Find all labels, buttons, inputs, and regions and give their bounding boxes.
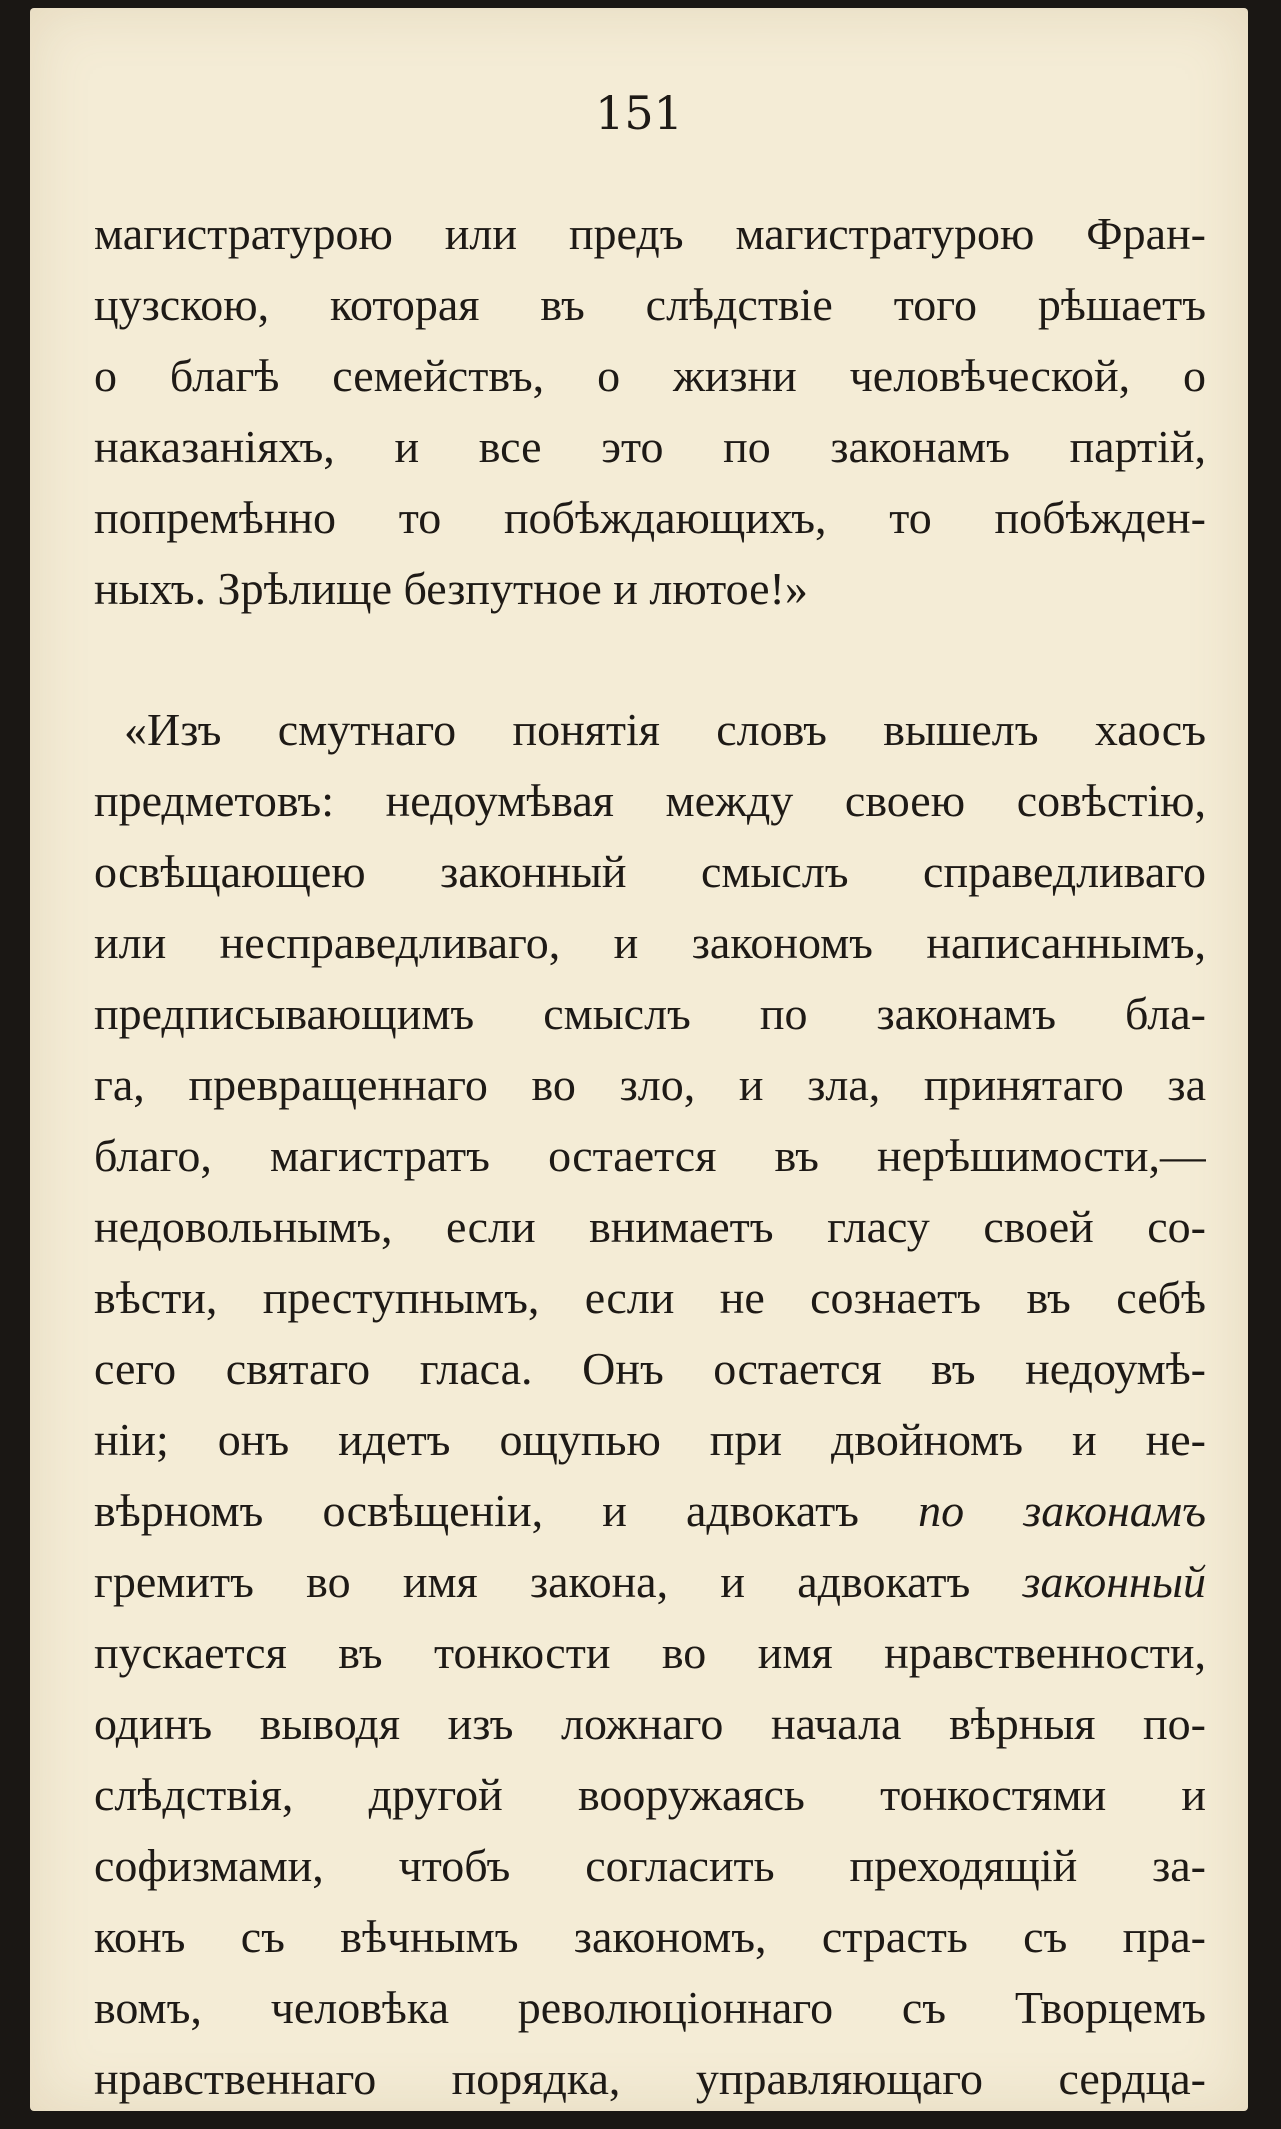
text-line: магистратурою или предъ магистратурою Фран- bbox=[94, 208, 1206, 259]
text-line: сего святаго гласа. Онъ остается въ недоумѣ- bbox=[94, 1343, 1206, 1394]
text-line: или несправедливаго, и закономъ написаннымъ, bbox=[94, 917, 1206, 968]
page-number: 151 bbox=[595, 86, 683, 140]
page-text bbox=[94, 198, 1206, 2114]
text-line: предметовъ: недоумѣвая между своею совѣстію, bbox=[94, 775, 1206, 826]
text-line bbox=[94, 1546, 1206, 1617]
book-page bbox=[30, 8, 1248, 2111]
paragraph-gap bbox=[94, 624, 1206, 694]
text-line: нравственнаго порядка, управляющаго сердца- bbox=[94, 2053, 1206, 2104]
italic-run: законный bbox=[1022, 1556, 1206, 1607]
text-line: вомъ, человѣка революціоннаго съ Творцемъ bbox=[94, 1982, 1206, 2033]
text-line: недовольнымъ, если внимаетъ гласу своей со- bbox=[94, 1201, 1206, 1252]
text-line: слѣдствія, другой вооружаясь тонкостями и bbox=[94, 1769, 1206, 1820]
italic-run: по законамъ bbox=[918, 1485, 1206, 1536]
text-line: предписывающимъ смыслъ по законамъ бла- bbox=[94, 988, 1206, 1039]
text-run: вѣрномъ освѣщеніи, и адвокатъ bbox=[94, 1485, 859, 1536]
text-line: благо, магистратъ остается въ нерѣшимости,— bbox=[94, 1130, 1206, 1181]
text-line: попремѣнно то побѣждающихъ, то побѣжден- bbox=[94, 492, 1206, 543]
text-line: «Изъ смутнаго понятія словъ вышелъ хаосъ bbox=[124, 704, 1206, 755]
text-line: ніи; онъ идетъ ощупью при двойномъ и не- bbox=[94, 1414, 1206, 1465]
text-line: пускается въ тонкости во имя нравственности, bbox=[94, 1627, 1206, 1678]
paragraph-2 bbox=[94, 694, 1206, 2114]
text-run: гремитъ во имя закона, и адвокатъ bbox=[94, 1556, 971, 1607]
text-line: освѣщающею законный смыслъ справедливаго bbox=[94, 846, 1206, 897]
text-line bbox=[94, 1475, 1206, 1546]
paragraph-1 bbox=[94, 198, 1206, 624]
text-line: софизмами, чтобъ согласить преходящій за- bbox=[94, 1840, 1206, 1891]
text-line: цузскою, которая въ слѣдствіе того рѣшаетъ bbox=[94, 279, 1206, 330]
text-line: о благѣ семействъ, о жизни человѣческой, о bbox=[94, 350, 1206, 401]
text-line: наказаніяхъ, и все это по законамъ партій, bbox=[94, 421, 1206, 472]
text-line: одинъ выводя изъ ложнаго начала вѣрныя по- bbox=[94, 1698, 1206, 1749]
text-line: вѣсти, преступнымъ, если не сознаетъ въ себѣ bbox=[94, 1272, 1206, 1323]
text-line: конъ съ вѣчнымъ закономъ, страсть съ пра- bbox=[94, 1911, 1206, 1962]
text-line: га, превращеннаго во зло, и зла, принятаго за bbox=[94, 1059, 1206, 1110]
text-line: ныхъ. Зрѣлище безпутное и лютое!» bbox=[94, 563, 808, 614]
